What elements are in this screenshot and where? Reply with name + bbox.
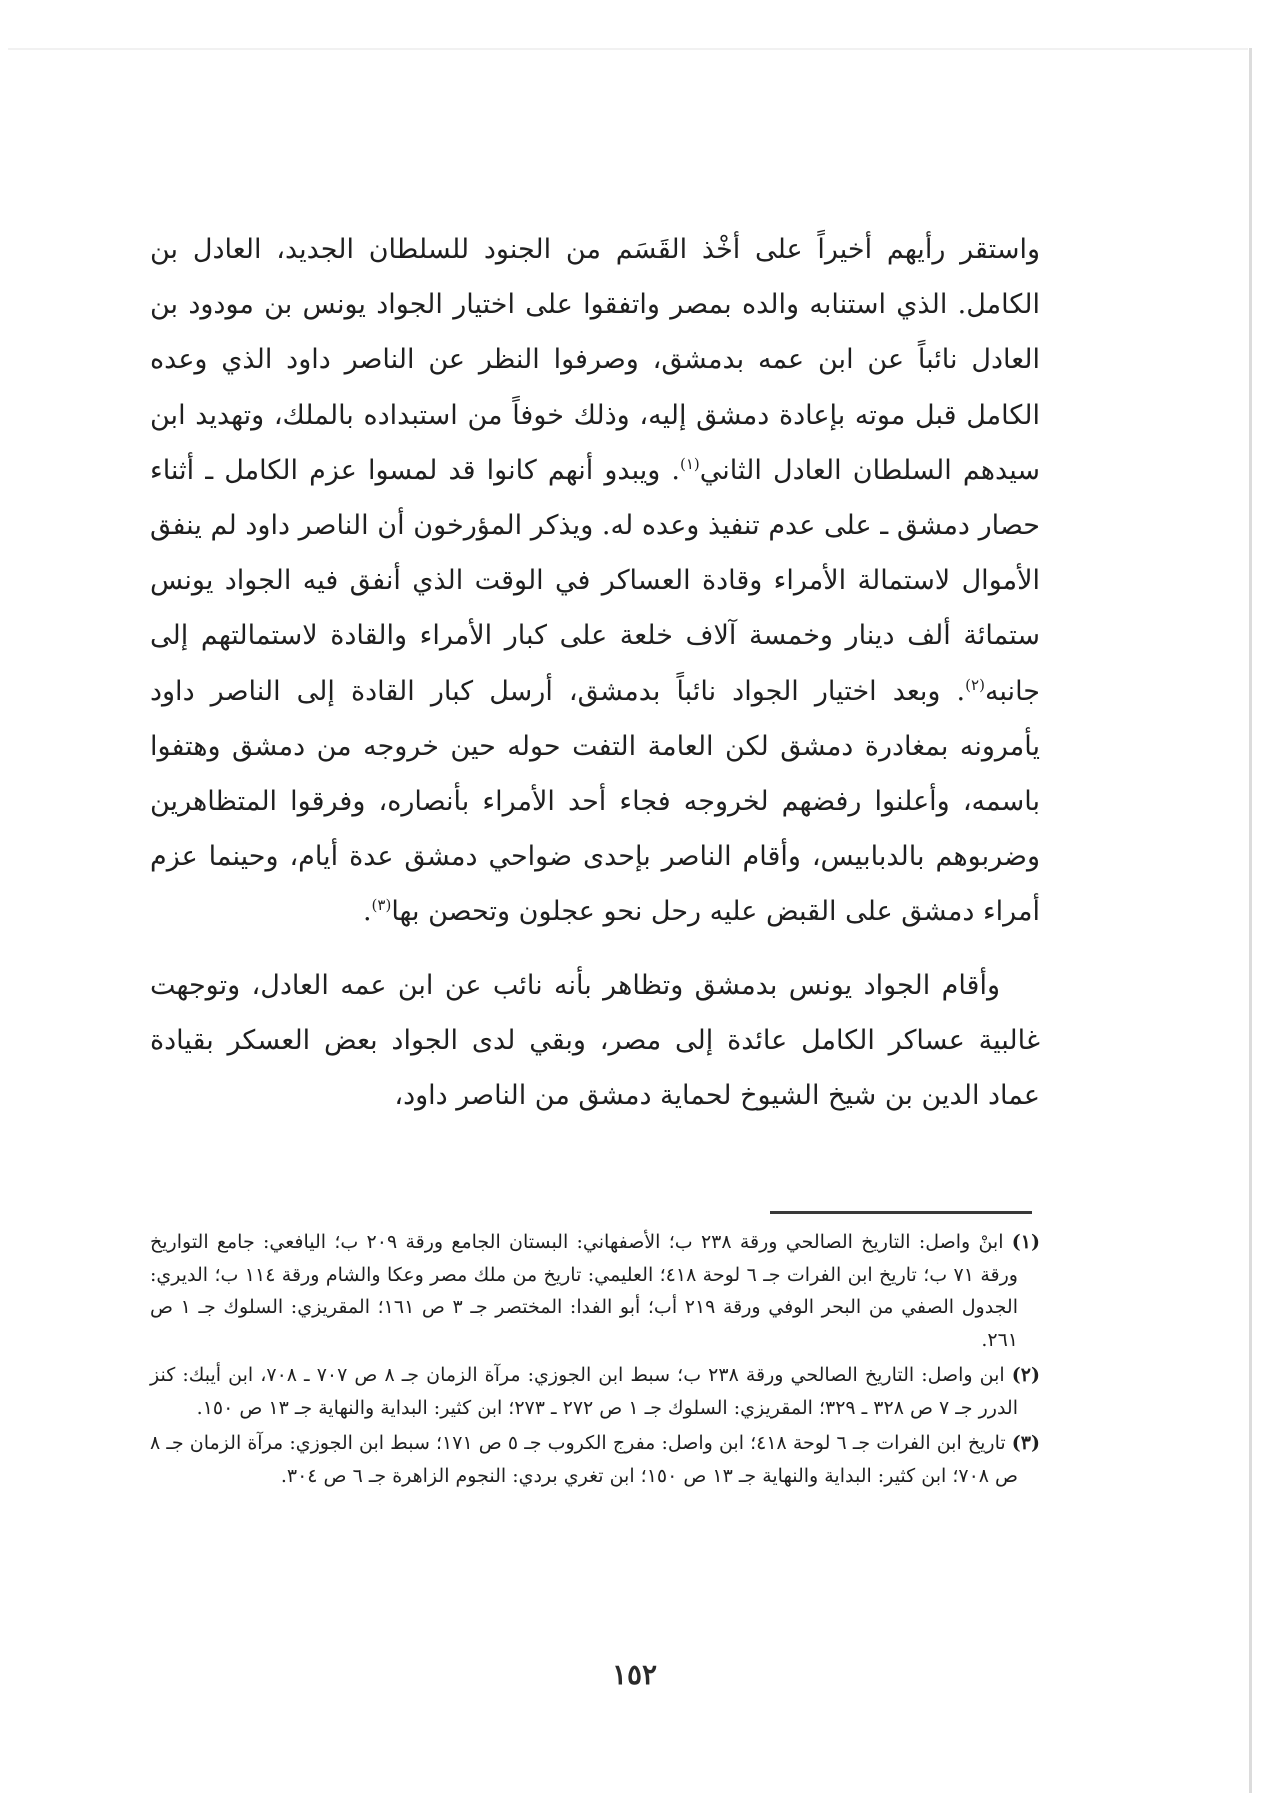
footnote-text: ابنْ واصل: التاريخ الصالحي ورقة ٢٣٨ ب؛ الأصفهاني: البستان الجامع ورقة ٢٠٩ ب؛ اليافعي: جامع التواريخ ورقة ٧١ ب؛ تاريخ ابن الفرات جـ ٦ لوحة ٤١٨؛ العليمي: تاريخ من ملك مصر وعكا والشام ورقة ١١٤ ب؛ الديري: الجدول الصفي من البحر الوفي ورقة ٢١٩ أب؛ أبو الفدا: المختصر جـ ٣ ص ١٦١؛ المقريزي: السلوك جـ ١ ص ٢٦١.: [150, 1231, 1018, 1351]
main-body-text: [150, 222, 1040, 1123]
footnote-1: [150, 1226, 1040, 1356]
footnote-number: (١): [1011, 1231, 1040, 1253]
footnote-number: (٣): [1011, 1432, 1041, 1454]
footnote-3: [150, 1427, 1040, 1492]
scan-edge-top: [8, 48, 1248, 50]
paragraph-text: . وبعد اختيار الجواد نائباً بدمشق، أرسل كبار القادة إلى الناصر داود يأمرونه بمغادرة دمشق لكن العامة التفت حوله حين خروجه من دمشق وهتفوا باسمه، وأعلنوا رفضهم لخروجه فجاء أحد الأمراء بأنصاره، وفرقوا المتظاهرين وضربوهم بالدبابيس، وأقام الناصر بإحدى ضواحي دمشق عدة أيام، وحينما عزم أمراء دمشق على القبض عليه رحل نحو عجلون وتحصن بها: [150, 675, 1040, 928]
footnote-2: [150, 1359, 1040, 1424]
footnote-number: (٢): [1011, 1364, 1040, 1386]
paragraph-text: وأقام الجواد يونس بدمشق وتظاهر بأنه نائب عن ابن عمه العادل، وتوجهت غالبية عساكر الكامل عائدة إلى مصر، وبقي لدى الجواد بعض العسكر بقيادة عماد الدين بن شيخ الشيوخ لحماية دمشق من الناصر داود،: [150, 969, 1040, 1112]
footnote-separator: [770, 1211, 1032, 1214]
footnote-ref-2[interactable]: (٢): [965, 675, 985, 694]
body-paragraph-2: [150, 958, 1040, 1124]
footnote-ref-3[interactable]: (٣): [371, 896, 392, 915]
paragraph-text: واستقر رأيهم أخيراً على أخْذ القَسَم من الجنود للسلطان الجديد، العادل بن الكامل. الذي استنابه والده بمصر واتفقوا على اختيار الجواد يونس بن مودود بن العادل نائباً عن ابن عمه بدمشق، وصرفوا النظر عن الناصر داود الذي وعده الكامل قبل موته بإعادة دمشق إليه، وذلك خوفاً من استبداده بالملك، وتهديد ابن سيدهم السلطان العادل الثاني: [150, 234, 1040, 486]
scan-edge-right: [1249, 48, 1252, 1793]
footnote-text: ابن واصل: التاريخ الصالحي ورقة ٢٣٨ ب؛ سبط ابن الجوزي: مرآة الزمان جـ ٨ ص ٧٠٧ ـ ٧٠٨، ابن أيبك: كنز الدرر جـ ٧ ص ٣٢٨ ـ ٣٢٩؛ المقريزي: السلوك جـ ١ ص ٢٧٢ ـ ٢٧٣؛ ابن كثير: البداية والنهاية جـ ١٣ ص ١٥٠.: [150, 1364, 1018, 1419]
body-paragraph-1: [150, 222, 1040, 940]
footnote-text: تاريخ ابن الفرات جـ ٦ لوحة ٤١٨؛ ابن واصل: مفرج الكروب جـ ٥ ص ١٧١؛ سبط ابن الجوزي: مرآة الزمان جـ ٨ ص ٧٠٨؛ ابن كثير: البداية والنهاية جـ ١٣ ص ١٥٠؛ ابن تغري بردي: النجوم الزاهرة جـ ٦ ص ٣٠٤.: [150, 1432, 1018, 1487]
footnotes: [150, 1226, 1040, 1495]
paragraph-text: .: [362, 896, 372, 928]
paragraph-text: . ويبدو أنهم كانوا قد لمسوا عزم الكامل ـ أثناء حصار دمشق ـ على عدم تنفيذ وعده له. ويذكر المؤرخون أن الناصر داود لم ينفق الأموال لاستمالة الأمراء وقادة العساكر في الوقت الذي أنفق فيه الجواد يونس ستمائة ألف دينار وخمسة آلاف خلعة على كبار الأمراء والقادة لاستمالتهم إلى جانبه: [150, 454, 1040, 707]
footnote-ref-1[interactable]: (١): [680, 454, 700, 473]
page-number: ١٥٢: [611, 1658, 658, 1691]
